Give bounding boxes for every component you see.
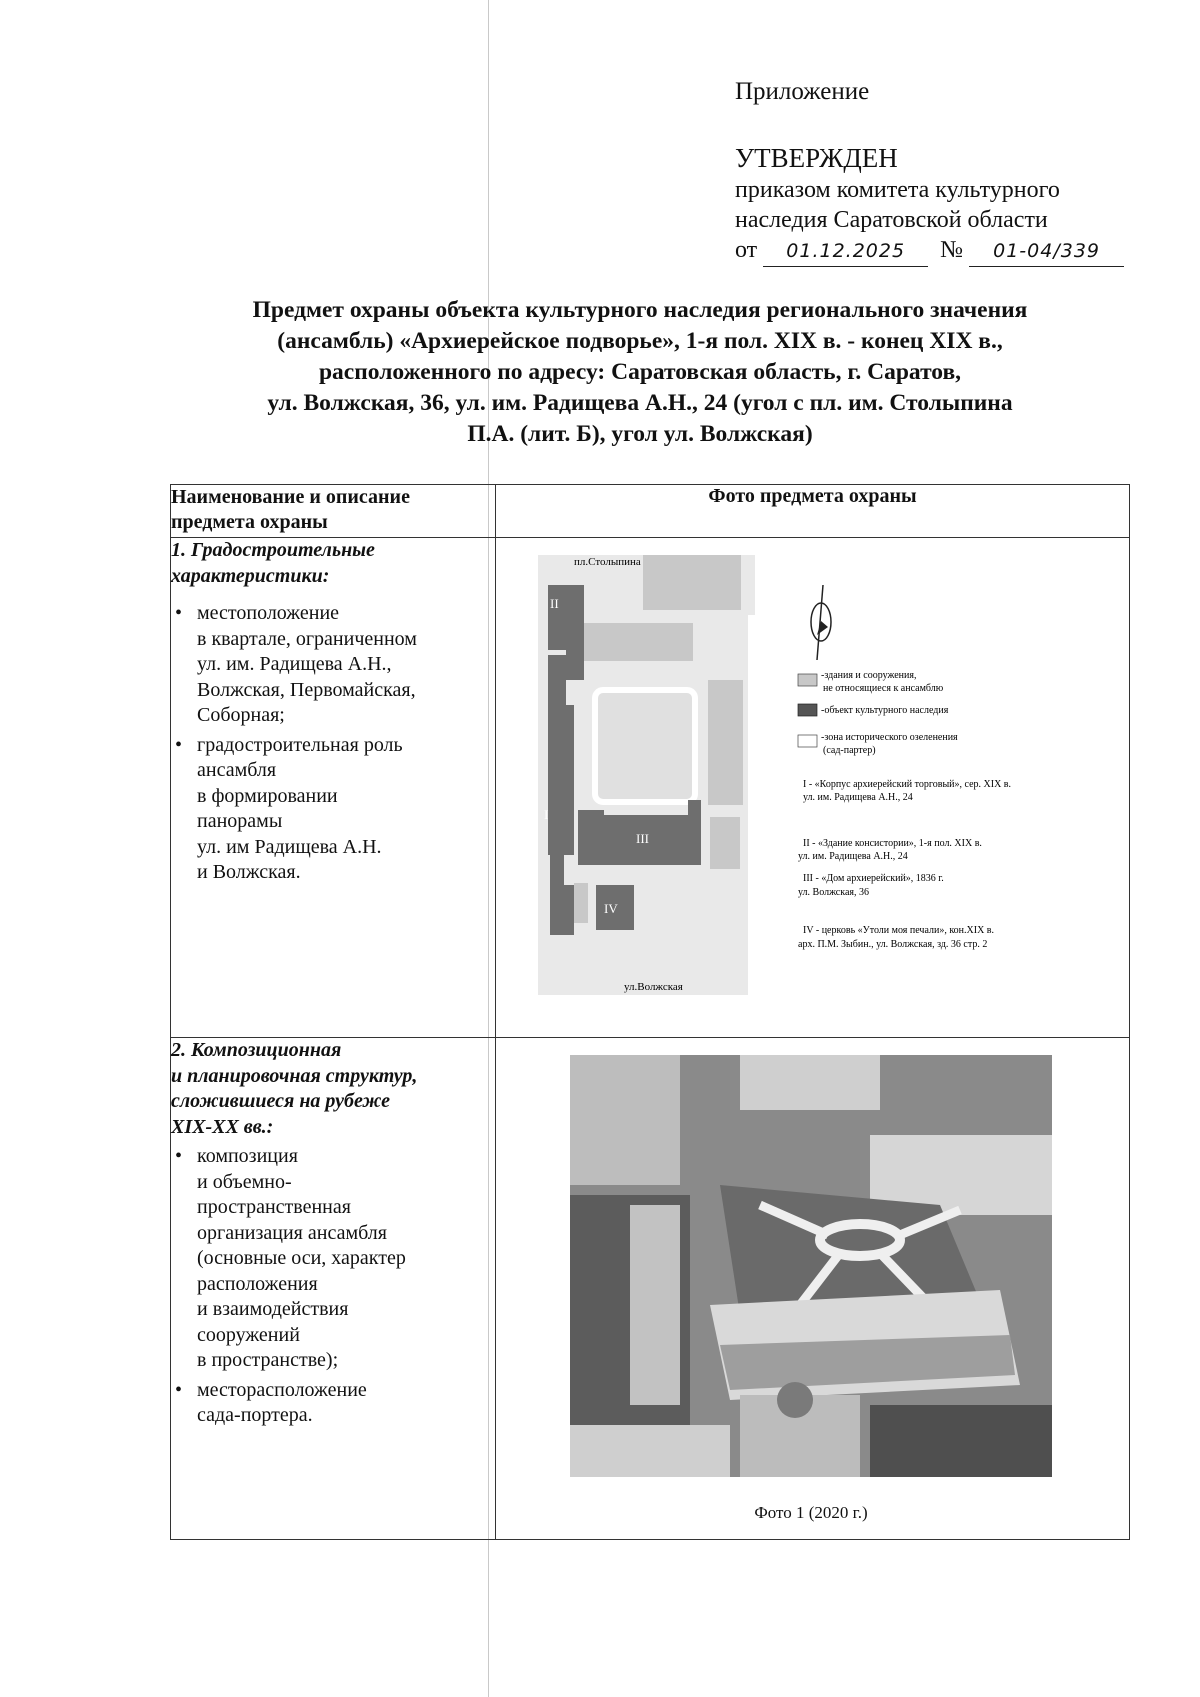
building-note: II - «Здание консистории», 1-я пол. XIX в.	[803, 838, 982, 849]
approved-label: УТВЕРЖДЕН	[735, 143, 898, 173]
title-line: ул. Волжская, 36, ул. им. Радищева А.Н., 24 (угол с пл. им. Столыпина	[267, 390, 1013, 416]
document-title	[150, 295, 1130, 450]
building-note: I - «Корпус архиерейский торговый», сер. XIX в.	[803, 779, 1012, 790]
title-line: П.А. (лит. Б), угол ул. Волжская)	[467, 421, 813, 447]
appendix-label: Приложение	[735, 78, 870, 105]
row1-description-cell	[171, 538, 496, 1038]
handwritten-number: 01-04/339	[993, 240, 1101, 262]
other-building	[708, 680, 743, 805]
legend-text: (сад-партер)	[823, 745, 876, 756]
other-building	[643, 555, 741, 610]
legend-text: -здания и сооружения,	[821, 670, 917, 681]
building-label-III: III	[636, 831, 649, 846]
photo-church-dome	[777, 1382, 813, 1418]
section-heading: 1. Градостроительные характеристики:	[171, 539, 375, 587]
street-label-bottom: ул.Волжская	[624, 981, 683, 993]
other-building	[583, 623, 693, 661]
north-arrow-icon	[811, 585, 831, 660]
column-header-photo: Фото предмета охраны	[496, 485, 1130, 538]
legend-text: не относящиеся к ансамблю	[823, 683, 944, 694]
building-note: IV - церковь «Утоли моя печали», кон.XIX в.	[803, 925, 995, 936]
photo-building-roof	[570, 1055, 680, 1185]
order-date-number-line	[735, 235, 1175, 267]
legend-swatch-other	[798, 674, 817, 686]
row2-description-cell	[171, 1038, 496, 1540]
title-line: Предмет охраны объекта культурного наследия регионального значения	[252, 297, 1028, 323]
street-label-top: пл.Столыпина	[574, 556, 641, 568]
bullet-list	[171, 601, 495, 886]
aerial-photo	[570, 1055, 1052, 1477]
site-plan-diagram	[538, 555, 1080, 1003]
handwritten-date: 01.12.2025	[786, 240, 906, 262]
photo-building-roof	[740, 1055, 880, 1110]
building-note: арх. П.М. Зыбин., ул. Волжская, зд. 36 стр. 2	[798, 939, 988, 950]
building-label-IV: IV	[604, 901, 618, 916]
building-note: ул. Волжская, 36	[798, 887, 869, 898]
list-item: • месторасположение сада-портера.	[171, 1378, 495, 1429]
legend-text: -объект культурного наследия	[821, 705, 949, 716]
building-note: ул. им. Радищева А.Н., 24	[803, 792, 913, 803]
column-header-description: Наименование и описание предмета охраны	[171, 485, 496, 538]
other-building	[710, 817, 740, 869]
date-prefix: от	[735, 237, 758, 263]
number-prefix: №	[940, 237, 964, 263]
table-header-row	[171, 485, 1130, 538]
section-heading: 2. Композиционная и планировочная структур, сложившиеся на рубеже XIX-XX вв.:	[171, 1039, 418, 1138]
list-item: • композиция и объемно- пространственная организация ансамбля (основные оси, характер расположения и взаимодействия сооружений в пространстве);	[171, 1144, 495, 1374]
legend-text: -зона исторического озеленения	[821, 732, 958, 743]
photo-caption: Фото 1 (2020 г.)	[754, 1503, 868, 1522]
garden-parterre	[595, 690, 695, 802]
legend-swatch-heritage	[798, 704, 817, 716]
other-building	[574, 883, 588, 923]
bullet-list	[171, 1144, 495, 1429]
approval-stamp-block	[735, 78, 1175, 267]
order-line-2: наследия Саратовской области	[735, 207, 1048, 233]
photo-trees	[870, 1405, 1052, 1477]
legend-swatch-greenery	[798, 735, 817, 747]
building-label-II: II	[550, 596, 559, 611]
building-note: III - «Дом архиерейский», 1836 г.	[803, 873, 944, 884]
title-line: (ансамбль) «Архиерейское подворье», 1-я пол. XIX в. - конец XIX в.,	[277, 328, 1003, 354]
list-item: • градостроительная роль ансамбля в формировании панорамы ул. им Радищева А.Н. и Волжская.	[171, 733, 495, 886]
photo-building-roof	[570, 1425, 730, 1477]
photo-trade-building	[630, 1205, 680, 1405]
title-line: расположенного по адресу: Саратовская область, г. Саратов,	[318, 359, 962, 385]
building-label-I: I	[544, 807, 549, 822]
list-item: • местоположение в квартале, ограниченном ул. им. Радищева А.Н., Волжская, Первомайская, Соборная;	[171, 601, 495, 729]
building-note: ул. им. Радищева А.Н., 24	[798, 851, 908, 862]
order-line-1: приказом комитета культурного	[735, 177, 1060, 203]
